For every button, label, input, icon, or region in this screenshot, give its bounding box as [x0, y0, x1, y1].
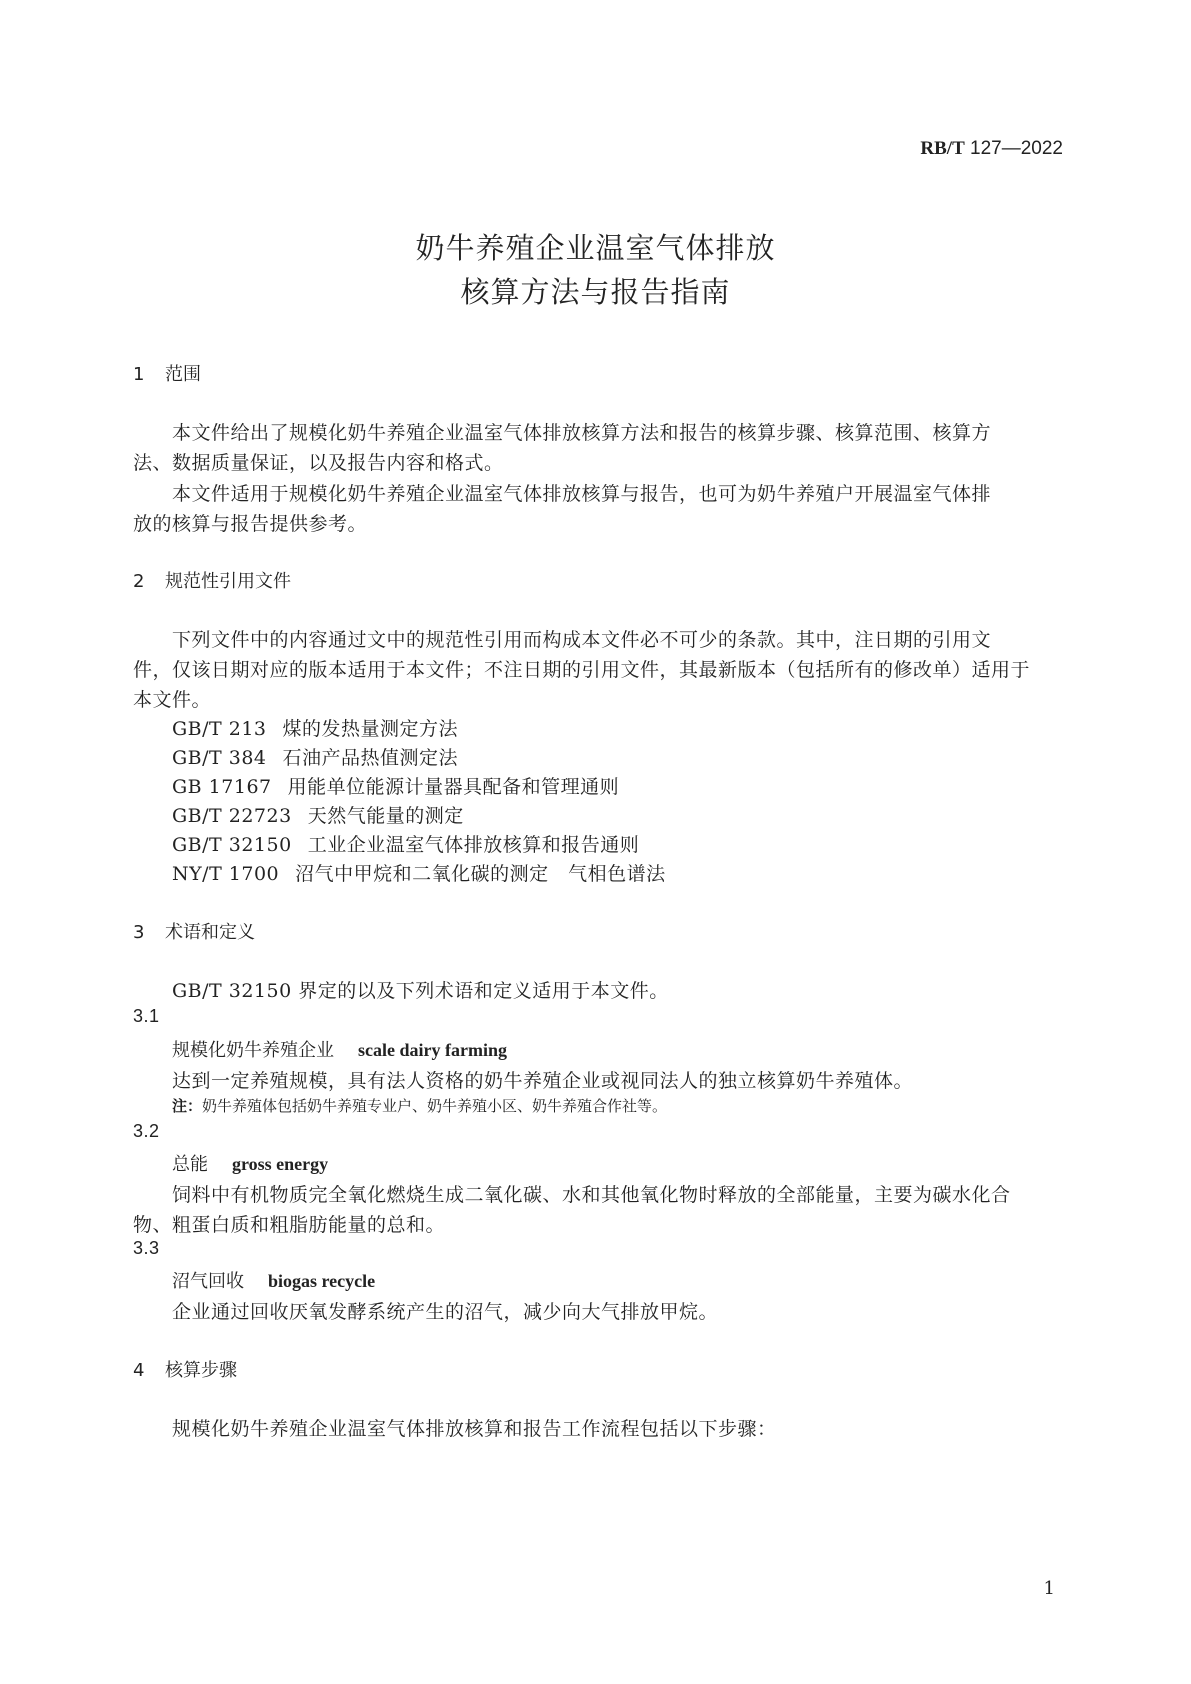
section-4-heading [133, 1356, 237, 1382]
section-number: 3 [133, 922, 145, 943]
reference-code: GB/T 213 [172, 718, 267, 740]
term-chinese: 规模化奶牛养殖企业 [172, 1040, 334, 1061]
section-2-heading [133, 567, 291, 593]
term-heading [172, 1150, 328, 1176]
term-english: gross energy [232, 1154, 329, 1174]
paragraph-line: 下列文件中的内容通过文中的规范性引用而构成本文件必不可少的条款。其中，注日期的引用文 [172, 629, 992, 651]
reference-item [172, 714, 458, 741]
term-note [172, 1095, 667, 1116]
reference-title: 石油产品热值测定法 [282, 747, 459, 769]
reference-item [172, 743, 458, 770]
section-title: 核算步骤 [165, 1360, 237, 1381]
paragraph-line: 法、数据质量保证，以及报告内容和格式。 [133, 452, 504, 474]
term-number: 3.3 [133, 1238, 160, 1258]
standard-code: 127—2022 [970, 138, 1063, 159]
term-definition: 物、粗蛋白质和粗脂肪能量的总和。 [133, 1214, 446, 1236]
reference-item [172, 830, 639, 857]
reference-item [172, 772, 619, 799]
section-title: 术语和定义 [165, 922, 255, 943]
reference-item [172, 801, 464, 828]
term-english: biogas recycle [268, 1271, 376, 1291]
document-title-line-1: 奶牛养殖企业温室气体排放 [415, 231, 776, 265]
paragraph-line: 放的核算与报告提供参考。 [133, 513, 368, 535]
term-number: 3.1 [133, 1006, 160, 1026]
reference-code: GB 17167 [172, 776, 272, 798]
term-definition: 企业通过回收厌氧发酵系统产生的沼气，减少向大气排放甲烷。 [172, 1301, 719, 1323]
reference-item [172, 859, 666, 886]
reference-title: 用能单位能源计量器具配备和管理通则 [287, 776, 620, 798]
paragraph-line: 本文件给出了规模化奶牛养殖企业温室气体排放核算方法和报告的核算步骤、核算范围、核算方 [172, 422, 992, 444]
paragraph-line: 件，仅该日期对应的版本适用于本文件；不注日期的引用文件，其最新版本（包括所有的修改单）适用于 [133, 659, 1031, 681]
standard-number [920, 138, 1063, 160]
standard-prefix: RB/T [920, 138, 965, 159]
reference-title: 天然气能量的测定 [307, 805, 464, 827]
term-number: 3.2 [133, 1121, 160, 1141]
term-heading [172, 1036, 507, 1062]
term-definition: 达到一定养殖规模，具有法人资格的奶牛养殖企业或视同法人的独立核算奶牛养殖体。 [172, 1070, 914, 1092]
terms-intro: GB/T 32150 界定的以及下列术语和定义适用于本文件。 [172, 980, 669, 1002]
note-label: 注： [172, 1097, 203, 1115]
term-heading [172, 1267, 375, 1293]
term-definition: 饲料中有机物质完全氧化燃烧生成二氧化碳、水和其他氧化物时释放的全部能量，主要为碳水化合 [172, 1184, 1011, 1206]
term-english: scale dairy farming [358, 1040, 507, 1060]
reference-code: GB/T 384 [172, 747, 267, 769]
paragraph-line: 本文件适用于规模化奶牛养殖企业温室气体排放核算与报告，也可为奶牛养殖户开展温室气体排 [172, 483, 992, 505]
section-title: 规范性引用文件 [165, 571, 291, 592]
term-chinese: 总能 [172, 1154, 208, 1175]
paragraph-line: 本文件。 [133, 689, 212, 711]
reference-code: GB/T 32150 [172, 834, 292, 856]
document-title-line-2: 核算方法与报告指南 [460, 275, 731, 309]
reference-title: 工业企业温室气体排放核算和报告通则 [307, 834, 640, 856]
page-number: 1 [1043, 1578, 1055, 1599]
reference-title: 煤的发热量测定方法 [282, 718, 459, 740]
note-text: 奶牛养殖体包括奶牛养殖专业户、奶牛养殖小区、奶牛养殖合作社等。 [202, 1097, 668, 1115]
section-number: 4 [133, 1360, 145, 1381]
reference-code: GB/T 22723 [172, 805, 292, 827]
section-1-heading [133, 360, 201, 386]
section-number: 2 [133, 571, 145, 592]
section-number: 1 [133, 364, 145, 385]
paragraph-line: 规模化奶牛养殖企业温室气体排放核算和报告工作流程包括以下步骤： [172, 1418, 777, 1440]
term-chinese: 沼气回收 [172, 1271, 244, 1292]
reference-code: NY/T 1700 [172, 863, 280, 885]
section-3-heading [133, 918, 255, 944]
section-title: 范围 [165, 364, 201, 385]
reference-title: 沼气中甲烷和二氧化碳的测定 气相色谱法 [295, 863, 666, 885]
